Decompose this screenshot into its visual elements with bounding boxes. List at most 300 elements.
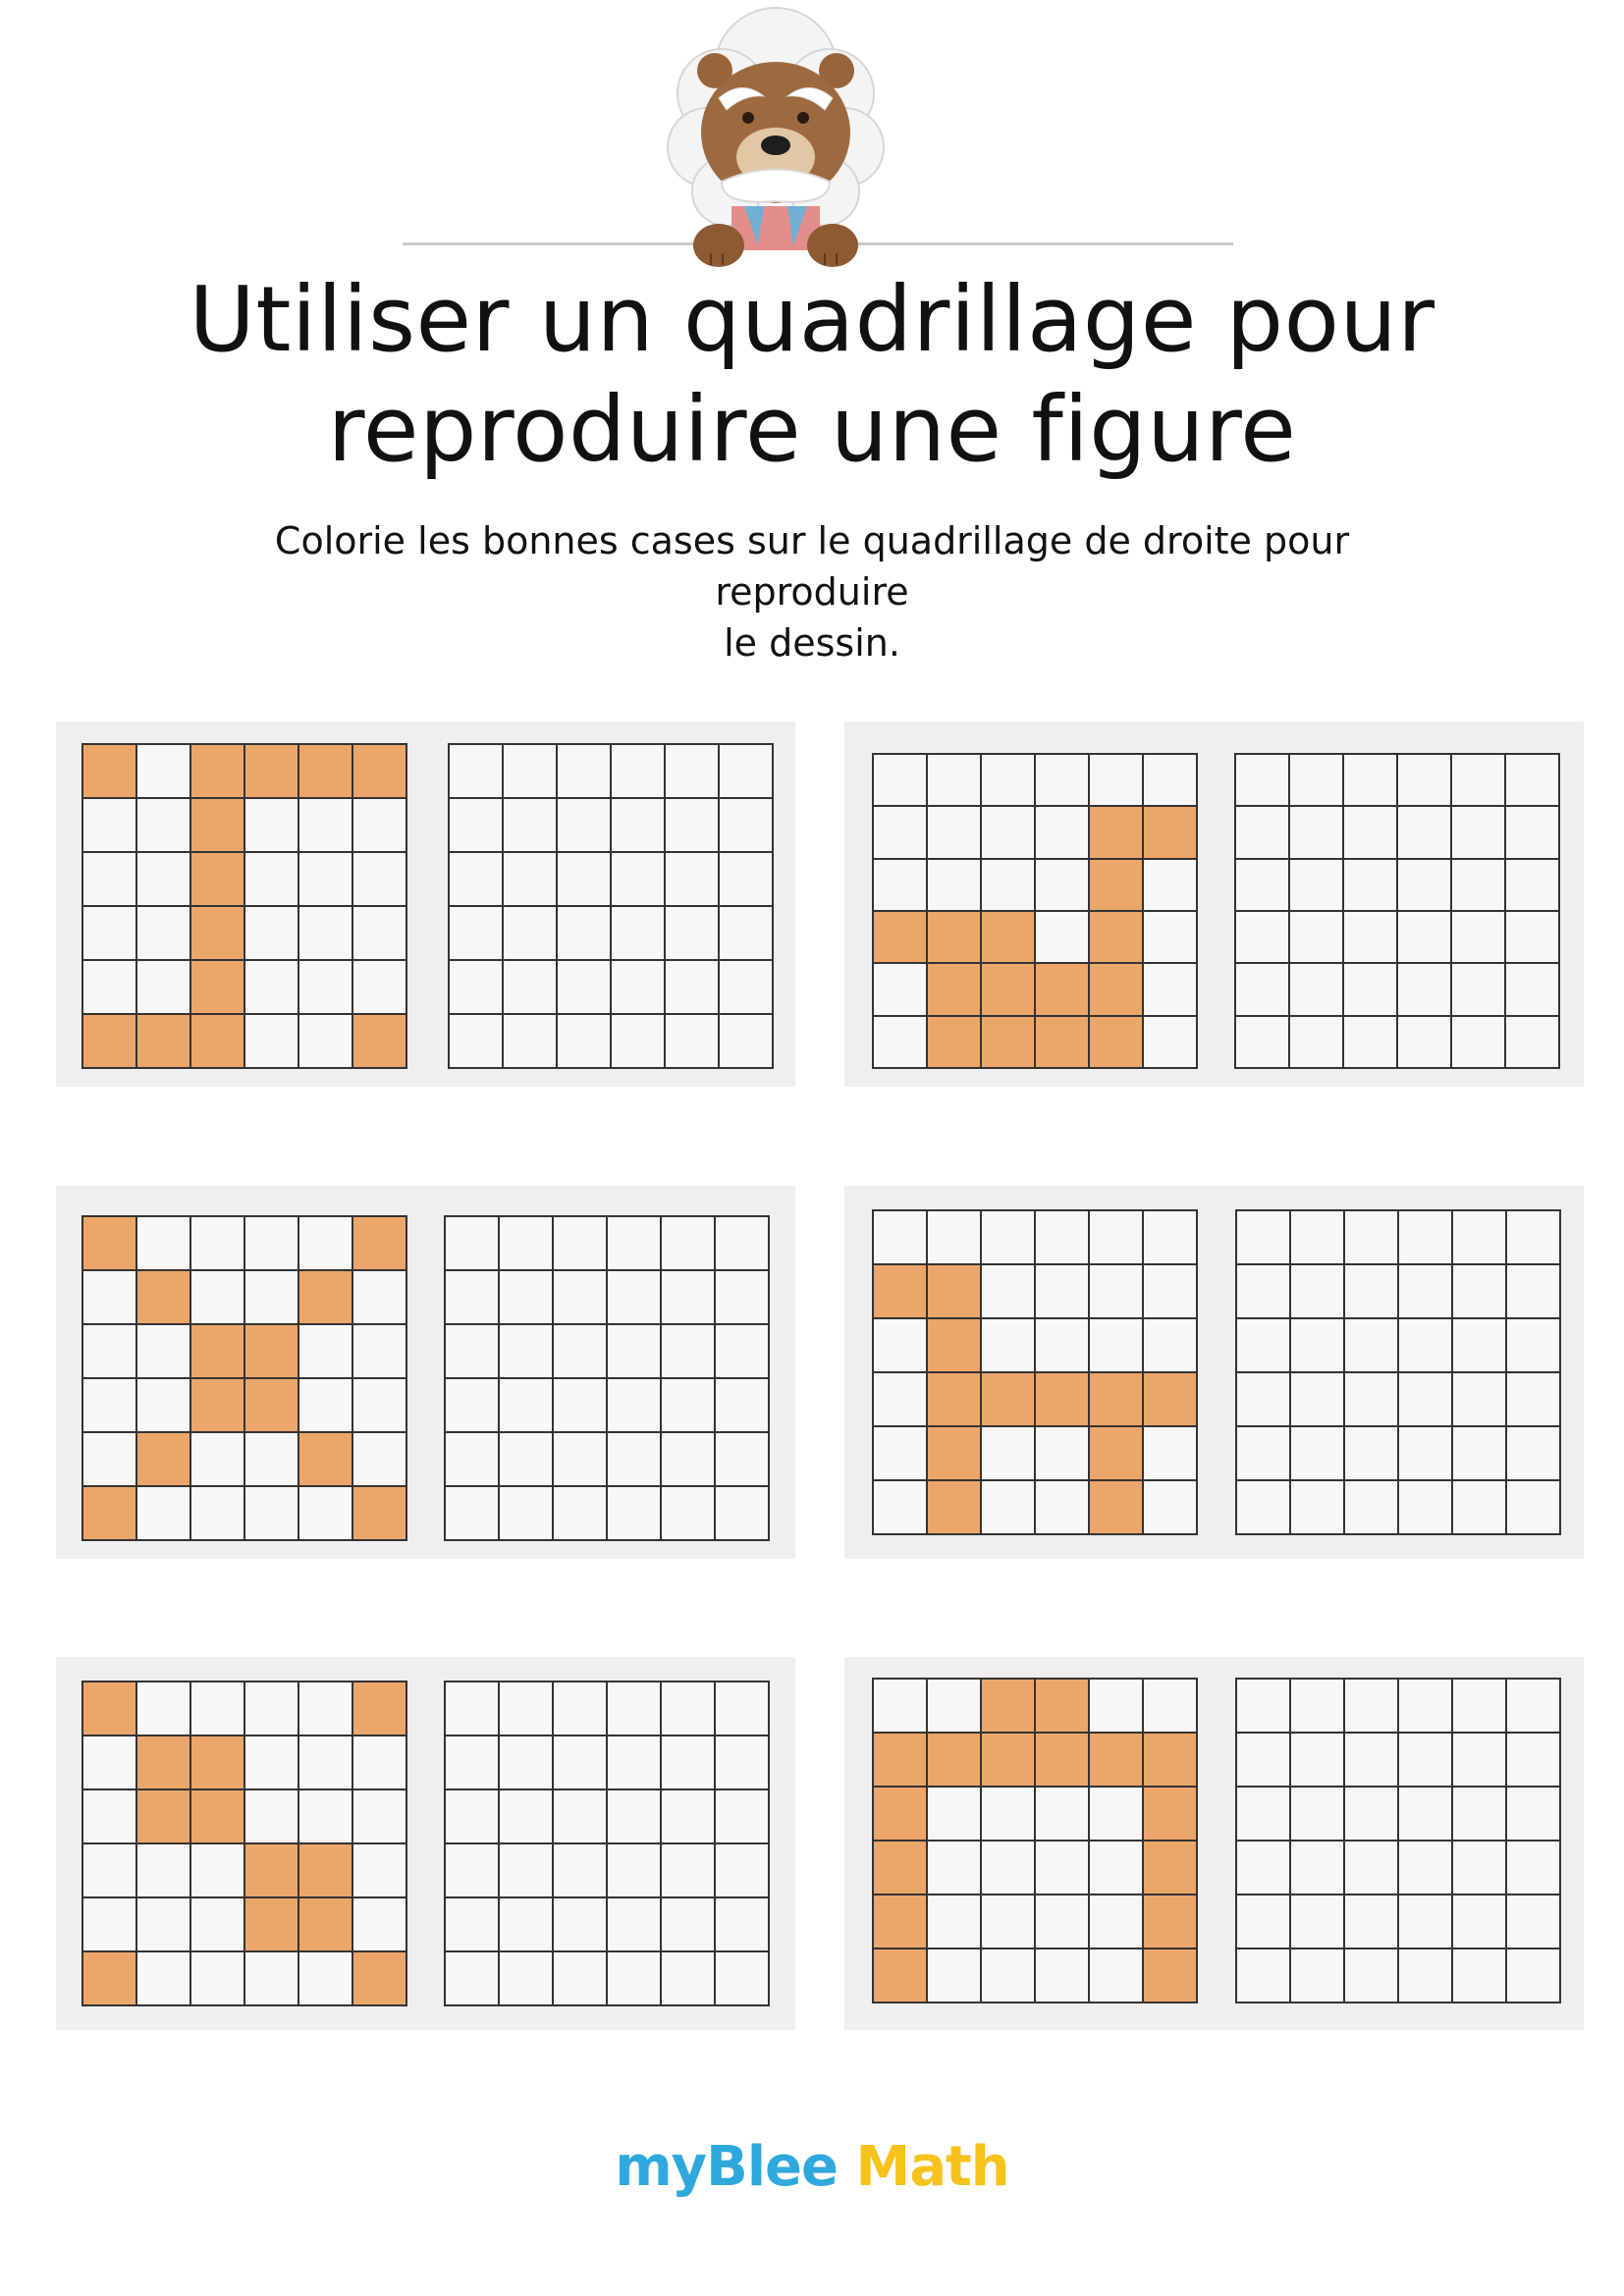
grid-cell-filled — [83, 1487, 137, 1541]
grid-cell[interactable] — [720, 1015, 774, 1069]
grid-cell[interactable] — [1345, 1211, 1399, 1265]
grid-cell[interactable] — [1507, 1949, 1561, 2003]
grid-cell[interactable] — [720, 907, 774, 961]
grid-cell[interactable] — [1453, 1788, 1507, 1842]
grid-cell[interactable] — [554, 1217, 608, 1271]
grid-cell — [928, 1680, 982, 1734]
grid-cell — [353, 1844, 407, 1898]
grid-cell-filled — [928, 1427, 982, 1481]
grid-cell[interactable] — [1345, 1373, 1399, 1427]
grid-cell[interactable] — [662, 1844, 716, 1898]
grid-cell — [299, 853, 353, 907]
grid-cell[interactable] — [1453, 1680, 1507, 1734]
grid-cell[interactable] — [662, 1271, 716, 1325]
grid-cell — [299, 1952, 353, 2006]
grid-cell-filled — [1090, 1427, 1144, 1481]
grid-cell[interactable] — [1507, 1427, 1561, 1481]
grid-cell — [1036, 807, 1090, 859]
grid-cell[interactable] — [1236, 964, 1290, 1016]
model-grid — [81, 1681, 407, 2006]
grid-cell[interactable] — [1291, 1842, 1345, 1896]
exercise-panel-5 — [56, 1657, 795, 2030]
grid-cell[interactable] — [446, 1736, 500, 1790]
grid-cell[interactable] — [554, 1952, 608, 2006]
grid-cell — [353, 1325, 407, 1379]
grid-cell-filled — [191, 1736, 245, 1790]
grid-cell[interactable] — [1290, 912, 1344, 964]
grid-cell[interactable] — [608, 1271, 662, 1325]
grid-cell[interactable] — [1507, 1734, 1561, 1788]
grid-cell[interactable] — [1507, 1373, 1561, 1427]
grid-cell[interactable] — [1291, 1265, 1345, 1319]
grid-cell[interactable] — [500, 1898, 554, 1952]
grid-cell[interactable] — [500, 1844, 554, 1898]
grid-cell[interactable] — [446, 1898, 500, 1952]
grid-cell[interactable] — [500, 1682, 554, 1736]
grid-cell[interactable] — [1344, 807, 1398, 859]
grid-cell[interactable] — [662, 1682, 716, 1736]
grid-cell[interactable] — [1345, 1680, 1399, 1734]
grid-cell-filled — [1090, 964, 1144, 1016]
grid-cell-filled — [1090, 807, 1144, 859]
grid-cell — [191, 1898, 245, 1952]
grid-cell[interactable] — [1399, 1481, 1453, 1535]
grid-cell[interactable] — [1452, 964, 1506, 1016]
grid-cell[interactable] — [558, 1015, 612, 1069]
grid-cell[interactable] — [446, 1487, 500, 1541]
grid-cell[interactable] — [720, 961, 774, 1015]
grid-cell[interactable] — [1237, 1319, 1291, 1373]
grid-cell[interactable] — [662, 1736, 716, 1790]
grid-cell[interactable] — [1399, 1319, 1453, 1373]
grid-cell[interactable] — [608, 1790, 662, 1844]
grid-cell[interactable] — [1453, 1319, 1507, 1373]
grid-cell[interactable] — [1453, 1842, 1507, 1896]
grid-cell[interactable] — [1237, 1734, 1291, 1788]
grid-cell[interactable] — [554, 1379, 608, 1433]
grid-cell[interactable] — [608, 1898, 662, 1952]
grid-cell[interactable] — [1237, 1788, 1291, 1842]
grid-cell-filled — [928, 1319, 982, 1373]
grid-cell[interactable] — [1399, 1373, 1453, 1427]
grid-cell-filled — [928, 1481, 982, 1535]
grid-cell[interactable] — [1507, 1319, 1561, 1373]
grid-cell-filled — [1090, 1481, 1144, 1535]
grid-cell[interactable] — [1399, 1896, 1453, 1949]
grid-cell[interactable] — [662, 1379, 716, 1433]
grid-cell[interactable] — [1399, 1427, 1453, 1481]
grid-cell[interactable] — [1345, 1734, 1399, 1788]
grid-cell[interactable] — [554, 1487, 608, 1541]
grid-cell — [245, 799, 299, 853]
grid-cell[interactable] — [1344, 964, 1398, 1016]
grid-cell[interactable] — [1290, 755, 1344, 807]
grid-cell[interactable] — [558, 799, 612, 853]
model-grid — [81, 743, 407, 1069]
grid-cell[interactable] — [1452, 1017, 1506, 1069]
grid-cell[interactable] — [716, 1682, 770, 1736]
grid-cell[interactable] — [1344, 860, 1398, 912]
grid-cell — [1144, 912, 1198, 964]
grid-cell[interactable] — [1398, 860, 1452, 912]
grid-cell — [874, 964, 928, 1016]
grid-cell[interactable] — [1237, 1680, 1291, 1734]
grid-cell[interactable] — [446, 1844, 500, 1898]
grid-cell — [982, 1265, 1036, 1319]
grid-cell[interactable] — [1506, 1017, 1560, 1069]
grid-cell[interactable] — [1291, 1734, 1345, 1788]
grid-cell-filled — [1036, 1734, 1090, 1788]
grid-cell — [1090, 1319, 1144, 1373]
grid-cell[interactable] — [1507, 1265, 1561, 1319]
grid-cell[interactable] — [446, 1433, 500, 1487]
grid-cell[interactable] — [1399, 1680, 1453, 1734]
grid-cell[interactable] — [554, 1898, 608, 1952]
grid-cell[interactable] — [666, 1015, 720, 1069]
grid-cell[interactable] — [666, 907, 720, 961]
grid-cell — [982, 1427, 1036, 1481]
grid-cell[interactable] — [662, 1433, 716, 1487]
grid-cell[interactable] — [1344, 912, 1398, 964]
grid-cell[interactable] — [500, 1433, 554, 1487]
grid-cell[interactable] — [1399, 1788, 1453, 1842]
grid-cell — [299, 1015, 353, 1069]
grid-cell — [1144, 964, 1198, 1016]
grid-cell[interactable] — [1344, 1017, 1398, 1069]
grid-cell — [353, 961, 407, 1015]
grid-cell[interactable] — [1236, 807, 1290, 859]
grid-cell[interactable] — [1345, 1481, 1399, 1535]
grid-cell[interactable] — [1290, 807, 1344, 859]
grid-cell[interactable] — [1291, 1427, 1345, 1481]
grid-cell[interactable] — [666, 799, 720, 853]
grid-cell[interactable] — [1345, 1842, 1399, 1896]
grid-cell[interactable] — [504, 1015, 558, 1069]
grid-cell[interactable] — [662, 1217, 716, 1271]
grid-cell[interactable] — [1399, 1949, 1453, 2003]
grid-cell[interactable] — [662, 1325, 716, 1379]
grid-cell[interactable] — [612, 961, 666, 1015]
grid-cell[interactable] — [662, 1952, 716, 2006]
grid-cell[interactable] — [500, 1217, 554, 1271]
grid-cell[interactable] — [1507, 1481, 1561, 1535]
grid-cell[interactable] — [666, 961, 720, 1015]
grid-cell — [353, 1271, 407, 1325]
grid-cell-filled — [928, 964, 982, 1016]
grid-cell[interactable] — [1291, 1949, 1345, 2003]
grid-cell[interactable] — [1398, 964, 1452, 1016]
grid-cell[interactable] — [716, 1487, 770, 1541]
grid-cell-filled — [245, 745, 299, 799]
grid-cell[interactable] — [1236, 912, 1290, 964]
grid-cell[interactable] — [450, 853, 504, 907]
grid-cell[interactable] — [608, 1952, 662, 2006]
grid-cell[interactable] — [450, 907, 504, 961]
grid-cell[interactable] — [500, 1790, 554, 1844]
grid-cell[interactable] — [554, 1433, 608, 1487]
grid-cell[interactable] — [1237, 1265, 1291, 1319]
grid-cell[interactable] — [446, 1271, 500, 1325]
grid-cell[interactable] — [500, 1379, 554, 1433]
grid-cell[interactable] — [1399, 1211, 1453, 1265]
grid-cell[interactable] — [1237, 1842, 1291, 1896]
grid-cell[interactable] — [558, 907, 612, 961]
grid-cell[interactable] — [504, 907, 558, 961]
grid-cell[interactable] — [1452, 912, 1506, 964]
grid-cell — [137, 1217, 191, 1271]
grid-cell[interactable] — [716, 1898, 770, 1952]
grid-cell[interactable] — [1506, 860, 1560, 912]
grid-cell[interactable] — [608, 1736, 662, 1790]
answer-grid[interactable] — [1235, 1678, 1561, 2003]
grid-cell[interactable] — [1453, 1427, 1507, 1481]
grid-cell[interactable] — [1290, 1017, 1344, 1069]
grid-cell[interactable] — [612, 745, 666, 799]
grid-cell[interactable] — [612, 907, 666, 961]
grid-cell[interactable] — [1453, 1265, 1507, 1319]
grid-cell[interactable] — [1398, 1017, 1452, 1069]
grid-cell[interactable] — [558, 745, 612, 799]
grid-cell[interactable] — [500, 1325, 554, 1379]
grid-cell[interactable] — [1452, 860, 1506, 912]
grid-cell — [83, 1379, 137, 1433]
grid-cell[interactable] — [500, 1736, 554, 1790]
grid-cell[interactable] — [1291, 1373, 1345, 1427]
grid-cell[interactable] — [716, 1736, 770, 1790]
grid-cell[interactable] — [1453, 1734, 1507, 1788]
grid-cell[interactable] — [504, 745, 558, 799]
grid-cell[interactable] — [666, 853, 720, 907]
grid-cell — [1036, 1265, 1090, 1319]
answer-grid[interactable] — [444, 1215, 770, 1541]
grid-cell[interactable] — [1236, 755, 1290, 807]
grid-cell[interactable] — [1453, 1211, 1507, 1265]
grid-cell[interactable] — [1398, 807, 1452, 859]
grid-cell[interactable] — [504, 799, 558, 853]
grid-cell[interactable] — [1453, 1896, 1507, 1949]
grid-cell[interactable] — [1291, 1211, 1345, 1265]
grid-cell-filled — [299, 1844, 353, 1898]
grid-cell[interactable] — [558, 961, 612, 1015]
grid-cell[interactable] — [446, 1379, 500, 1433]
grid-cell-filled — [191, 961, 245, 1015]
model-grid — [872, 753, 1198, 1069]
grid-cell[interactable] — [716, 1790, 770, 1844]
grid-cell — [245, 1217, 299, 1271]
grid-cell — [874, 1680, 928, 1734]
grid-cell[interactable] — [1290, 860, 1344, 912]
model-grid — [872, 1209, 1198, 1535]
grid-cell[interactable] — [1236, 1017, 1290, 1069]
grid-cell[interactable] — [1291, 1319, 1345, 1373]
answer-grid[interactable] — [444, 1681, 770, 2006]
grid-cell — [191, 1682, 245, 1736]
grid-cell — [874, 1319, 928, 1373]
grid-cell — [1036, 1896, 1090, 1949]
grid-cell[interactable] — [446, 1217, 500, 1271]
grid-cell[interactable] — [716, 1379, 770, 1433]
grid-cell[interactable] — [716, 1325, 770, 1379]
grid-cell[interactable] — [608, 1433, 662, 1487]
grid-cell[interactable] — [554, 1271, 608, 1325]
grid-cell-filled — [874, 1896, 928, 1949]
grid-cell-filled — [83, 1682, 137, 1736]
grid-cell[interactable] — [450, 1015, 504, 1069]
grid-cell-filled — [353, 1217, 407, 1271]
grid-cell[interactable] — [554, 1736, 608, 1790]
grid-cell[interactable] — [1506, 912, 1560, 964]
grid-cell[interactable] — [500, 1271, 554, 1325]
grid-cell[interactable] — [612, 853, 666, 907]
grid-cell[interactable] — [720, 745, 774, 799]
grid-cell[interactable] — [1236, 860, 1290, 912]
grid-cell[interactable] — [662, 1898, 716, 1952]
grid-cell[interactable] — [1399, 1265, 1453, 1319]
grid-cell[interactable] — [1237, 1896, 1291, 1949]
grid-cell[interactable] — [450, 961, 504, 1015]
grid-cell[interactable] — [446, 1325, 500, 1379]
grid-cell[interactable] — [720, 853, 774, 907]
grid-cell[interactable] — [662, 1790, 716, 1844]
grid-cell[interactable] — [666, 745, 720, 799]
grid-cell — [299, 1682, 353, 1736]
grid-cell[interactable] — [1237, 1211, 1291, 1265]
grid-cell[interactable] — [608, 1217, 662, 1271]
grid-cell[interactable] — [446, 1952, 500, 2006]
grid-cell — [353, 1790, 407, 1844]
answer-grid[interactable] — [1234, 753, 1560, 1069]
grid-cell[interactable] — [1237, 1427, 1291, 1481]
grid-cell-filled — [299, 1898, 353, 1952]
grid-cell[interactable] — [716, 1433, 770, 1487]
grid-cell[interactable] — [554, 1682, 608, 1736]
grid-cell[interactable] — [1345, 1788, 1399, 1842]
grid-cell[interactable] — [1506, 964, 1560, 1016]
grid-cell[interactable] — [662, 1487, 716, 1541]
grid-cell[interactable] — [1291, 1788, 1345, 1842]
grid-cell[interactable] — [608, 1325, 662, 1379]
grid-cell[interactable] — [612, 799, 666, 853]
grid-cell[interactable] — [716, 1217, 770, 1271]
grid-cell — [982, 1211, 1036, 1265]
grid-cell[interactable] — [608, 1379, 662, 1433]
grid-cell[interactable] — [1398, 755, 1452, 807]
grid-cell-filled — [299, 1271, 353, 1325]
grid-cell — [83, 907, 137, 961]
grid-cell — [1144, 1211, 1198, 1265]
grid-cell-filled — [245, 1844, 299, 1898]
grid-cell[interactable] — [1345, 1949, 1399, 2003]
grid-cell[interactable] — [612, 1015, 666, 1069]
grid-cell[interactable] — [1291, 1680, 1345, 1734]
grid-cell[interactable] — [608, 1487, 662, 1541]
grid-cell[interactable] — [1507, 1842, 1561, 1896]
grid-cell[interactable] — [1506, 755, 1560, 807]
grid-cell-filled — [1036, 964, 1090, 1016]
grid-cell — [982, 1949, 1036, 2003]
grid-cell[interactable] — [1507, 1896, 1561, 1949]
grid-cell[interactable] — [554, 1325, 608, 1379]
grid-cell[interactable] — [1506, 807, 1560, 859]
grid-cell — [137, 1379, 191, 1433]
grid-cell — [83, 1433, 137, 1487]
grid-cell — [1036, 1842, 1090, 1896]
grid-cell-filled — [1144, 1842, 1198, 1896]
grid-cell[interactable] — [1344, 755, 1398, 807]
grid-cell[interactable] — [720, 799, 774, 853]
grid-cell[interactable] — [446, 1682, 500, 1736]
grid-cell[interactable] — [1345, 1265, 1399, 1319]
grid-cell[interactable] — [608, 1682, 662, 1736]
grid-cell — [299, 961, 353, 1015]
grid-cell[interactable] — [450, 799, 504, 853]
grid-cell — [1090, 1788, 1144, 1842]
grid-cell[interactable] — [500, 1952, 554, 2006]
grid-cell[interactable] — [1399, 1842, 1453, 1896]
grid-cell — [1036, 755, 1090, 807]
grid-cell[interactable] — [1507, 1680, 1561, 1734]
grid-cell — [1144, 755, 1198, 807]
grid-cell[interactable] — [1453, 1373, 1507, 1427]
grid-cell[interactable] — [1291, 1481, 1345, 1535]
grid-cell[interactable] — [446, 1790, 500, 1844]
grid-cell[interactable] — [716, 1952, 770, 2006]
grid-cell[interactable] — [1399, 1734, 1453, 1788]
grid-cell[interactable] — [554, 1844, 608, 1898]
grid-cell[interactable] — [1452, 807, 1506, 859]
grid-cell[interactable] — [558, 853, 612, 907]
grid-cell[interactable] — [1345, 1896, 1399, 1949]
title-line-1: Utiliser un quadrillage pour — [189, 267, 1435, 372]
grid-cell-filled — [137, 1015, 191, 1069]
grid-cell-filled — [299, 745, 353, 799]
grid-cell[interactable] — [716, 1271, 770, 1325]
grid-cell-filled — [83, 1217, 137, 1271]
grid-cell[interactable] — [1398, 912, 1452, 964]
grid-cell[interactable] — [1291, 1896, 1345, 1949]
grid-cell[interactable] — [554, 1790, 608, 1844]
grid-cell[interactable] — [500, 1487, 554, 1541]
grid-cell[interactable] — [450, 745, 504, 799]
grid-cell[interactable] — [716, 1844, 770, 1898]
grid-cell — [1036, 1949, 1090, 2003]
grid-cell — [982, 755, 1036, 807]
grid-cell[interactable] — [1237, 1481, 1291, 1535]
grid-cell — [83, 1898, 137, 1952]
grid-cell[interactable] — [1452, 755, 1506, 807]
grid-cell — [874, 1373, 928, 1427]
grid-cell[interactable] — [1345, 1427, 1399, 1481]
myblee-math-logo — [0, 2135, 1624, 2199]
grid-cell[interactable] — [1345, 1319, 1399, 1373]
grid-cell[interactable] — [1290, 964, 1344, 1016]
grid-cell[interactable] — [1507, 1211, 1561, 1265]
grid-cell[interactable] — [504, 853, 558, 907]
grid-cell[interactable] — [1237, 1949, 1291, 2003]
grid-cell[interactable] — [1507, 1788, 1561, 1842]
grid-cell — [1144, 1265, 1198, 1319]
grid-cell-filled — [982, 964, 1036, 1016]
grid-cell[interactable] — [1453, 1481, 1507, 1535]
grid-cell[interactable] — [1453, 1949, 1507, 2003]
grid-cell — [1090, 755, 1144, 807]
grid-cell — [1036, 860, 1090, 912]
grid-cell[interactable] — [504, 961, 558, 1015]
grid-cell[interactable] — [608, 1844, 662, 1898]
answer-grid[interactable] — [1235, 1209, 1561, 1535]
answer-grid[interactable] — [448, 743, 774, 1069]
grid-cell[interactable] — [1237, 1373, 1291, 1427]
